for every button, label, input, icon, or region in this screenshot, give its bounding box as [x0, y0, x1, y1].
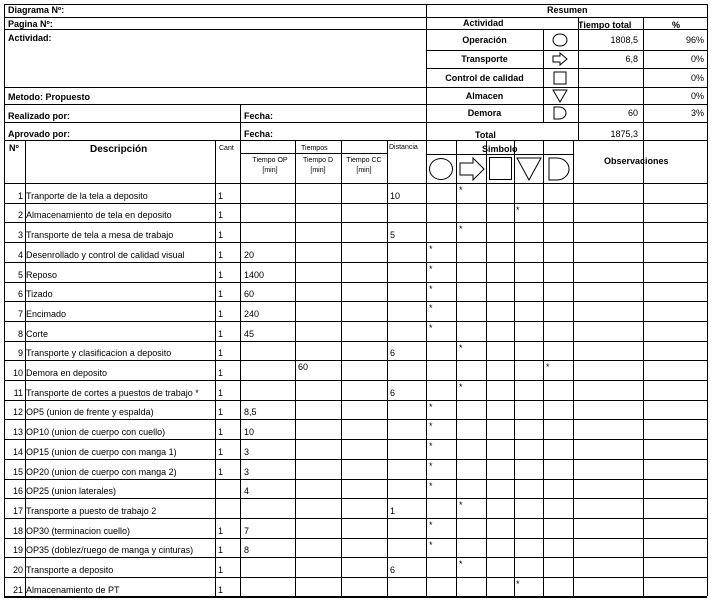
- square-icon: [552, 71, 568, 85]
- resumen-row-pct: 0%: [690, 90, 704, 101]
- row-cant: 1: [218, 309, 224, 319]
- row-number: 1: [17, 191, 23, 201]
- row-description: Desenrollado y control de calidad visual: [26, 250, 185, 260]
- resumen-total-label: Total: [475, 130, 496, 140]
- resumen-row-pct: 0%: [690, 72, 704, 83]
- grid-line: [573, 140, 574, 596]
- col-header-tiempo-op: Tiempo OP: [252, 157, 288, 164]
- row-number: 11: [13, 388, 23, 398]
- row-cant: 1: [218, 368, 224, 378]
- grid-line: [4, 321, 707, 322]
- resumen-row-label: Transporte: [461, 54, 508, 64]
- resumen-title: Resumen: [547, 5, 588, 15]
- grid-line: [514, 140, 515, 596]
- col-header-tiempo-d-unit: [min]: [310, 167, 326, 174]
- grid-line: [4, 518, 707, 519]
- grid-line: [4, 262, 707, 263]
- row-distancia: 1: [390, 506, 396, 516]
- grid-line: [240, 104, 241, 140]
- actividad-label: Actividad:: [8, 33, 52, 43]
- col-header-tiempos: Tiempos: [301, 145, 328, 152]
- row-number: 9: [17, 348, 23, 358]
- row-tiempo-op: 4: [244, 486, 250, 496]
- grid-line: [4, 538, 707, 539]
- row-symbol-mark: *: [429, 303, 433, 313]
- grid-line: [4, 498, 707, 499]
- grid-line: [486, 140, 487, 596]
- row-distancia: 6: [390, 388, 396, 398]
- col-header-tiempo-op-unit: [min]: [262, 167, 278, 174]
- row-number: 3: [17, 230, 23, 240]
- row-description: Transporte a puesto de trabajo 2: [26, 506, 157, 516]
- resumen-row-pct: 0%: [690, 54, 704, 64]
- triangle-icon: [552, 89, 568, 103]
- grid-line: [4, 87, 426, 88]
- col-header-simbolo: Simbolo: [482, 144, 518, 154]
- col-header-no: Nº: [9, 143, 19, 153]
- row-description: OP5 (union de frente y espalda): [26, 407, 154, 417]
- grid-line: [456, 140, 457, 596]
- grid-line: [4, 222, 707, 223]
- row-symbol-mark: *: [429, 421, 433, 431]
- col-header-cant: Cant: [219, 145, 234, 152]
- row-cant: 1: [218, 388, 224, 398]
- resumen-row-pct: 96%: [685, 34, 704, 45]
- grid-line: [643, 17, 644, 140]
- grid-line: [643, 140, 644, 596]
- row-symbol-mark: *: [459, 382, 463, 392]
- row-symbol-mark: *: [459, 500, 463, 510]
- grid-line: [4, 17, 426, 18]
- row-distancia: 10: [390, 191, 401, 201]
- grid-line: [426, 68, 707, 69]
- row-description: Transporte de tela a mesa de trabajo: [26, 230, 174, 240]
- row-symbol-mark: *: [459, 343, 463, 353]
- row-distancia: 5: [390, 230, 396, 240]
- row-cant: 1: [218, 289, 224, 299]
- row-description: Tizado: [26, 289, 53, 299]
- grid-line: [426, 4, 427, 140]
- d-shape-icon: [548, 157, 572, 181]
- grid-line: [4, 140, 707, 141]
- resumen-col-actividad: Actividad: [463, 18, 504, 28]
- row-description: OP10 (union de cuerpo con cuello): [26, 427, 166, 437]
- diagrama-label: Diagrama Nº:: [8, 5, 65, 15]
- row-number: 19: [12, 545, 23, 555]
- row-symbol-mark: *: [429, 481, 433, 491]
- row-cant: 1: [218, 427, 224, 437]
- grid-line: [4, 360, 707, 361]
- row-tiempo-op: 45: [244, 329, 255, 339]
- row-description: OP25 (union laterales): [26, 486, 117, 496]
- grid-line: [4, 29, 426, 30]
- row-description: Transporte de cortes a puestos de trabajo *: [26, 388, 199, 398]
- row-tiempo-op: 1400: [244, 270, 265, 280]
- row-symbol-mark: *: [429, 264, 433, 274]
- grid-line: [240, 153, 387, 154]
- row-number: 21: [12, 585, 23, 595]
- resumen-row-label: Almacen: [465, 90, 504, 101]
- resumen-total-time: 1875,3: [610, 129, 638, 139]
- row-number: 6: [17, 289, 23, 299]
- row-symbol-mark: *: [429, 244, 433, 254]
- row-description: Almacenamiento de tela en deposito: [26, 210, 172, 220]
- row-symbol-mark: *: [429, 323, 433, 333]
- row-tiempo-op: 3: [244, 447, 250, 457]
- row-cant: 1: [218, 230, 224, 240]
- row-cant: 1: [218, 447, 224, 457]
- row-symbol-mark: *: [459, 559, 463, 569]
- row-number: 13: [12, 427, 23, 437]
- row-cant: 1: [218, 191, 224, 201]
- row-description: OP35 (doblez/ruego de manga y cinturas): [26, 545, 194, 555]
- grid-line: [4, 459, 707, 460]
- row-tiempo-op: 8,5: [244, 407, 257, 417]
- grid-line: [4, 479, 707, 480]
- row-tiempo-op: 3: [244, 467, 250, 477]
- resumen-row-time: 1808,5: [610, 34, 638, 45]
- grid-line: [707, 140, 708, 596]
- row-description: OP15 (union de cuerpo con manga 1): [26, 447, 177, 457]
- resumen-col-pct: %: [672, 20, 681, 30]
- grid-line: [4, 341, 707, 342]
- row-description: OP20 (union de cuerpo con manga 2): [26, 467, 177, 477]
- row-description: Transporte a deposito: [26, 565, 114, 575]
- row-number: 15: [12, 467, 23, 477]
- grid-line: [4, 419, 707, 420]
- row-cant: 1: [218, 585, 224, 595]
- triangle-icon: [516, 157, 542, 181]
- row-description: Corte: [26, 329, 49, 339]
- grid-line: [4, 242, 707, 243]
- row-number: 4: [17, 250, 23, 260]
- row-number: 18: [12, 526, 23, 536]
- row-number: 7: [17, 309, 23, 319]
- grid-line: [4, 439, 707, 440]
- row-symbol-mark: *: [459, 185, 463, 195]
- grid-line: [543, 29, 544, 122]
- row-symbol-mark: *: [429, 520, 433, 530]
- row-number: 16: [12, 486, 23, 496]
- row-number: 20: [12, 565, 23, 575]
- square-icon: [489, 157, 512, 180]
- metodo-label: Metodo: Propuesto: [8, 92, 90, 102]
- row-tiempo-op: 60: [244, 289, 255, 299]
- pagina-label: Pagina Nº:: [8, 19, 53, 29]
- row-cant: 1: [218, 348, 224, 358]
- grid-line: [426, 140, 427, 596]
- resumen-row-time: 6,8: [625, 54, 638, 64]
- row-number: 5: [17, 270, 23, 280]
- col-header-tiempo-cc: Tiempo CC: [346, 157, 382, 164]
- grid-line: [4, 104, 426, 105]
- resumen-row-label: Control de calidad: [445, 72, 524, 83]
- resumen-row-time: 60: [627, 108, 638, 118]
- col-header-descripcion: Descripción: [90, 144, 148, 155]
- col-header-tiempo-d: Tiempo D: [302, 157, 334, 164]
- row-tiempo-op: 20: [244, 250, 255, 260]
- grid-line: [341, 140, 342, 596]
- grid-line: [426, 29, 707, 30]
- row-symbol-mark: *: [429, 441, 433, 451]
- grid-line: [426, 154, 573, 155]
- grid-line: [426, 17, 707, 18]
- row-symbol-mark: *: [429, 461, 433, 471]
- row-tiempo-op: 7: [244, 526, 250, 536]
- row-tiempo-op: 8: [244, 545, 250, 555]
- grid-line: [426, 122, 707, 123]
- realizado-label: Realizado por:: [8, 111, 71, 121]
- resumen-row-pct: 3%: [690, 108, 704, 118]
- grid-line: [426, 104, 707, 105]
- row-cant: 1: [218, 565, 224, 575]
- row-number: 8: [17, 329, 23, 339]
- col-header-tiempo-cc-unit: [min]: [356, 167, 372, 174]
- row-cant: 1: [218, 407, 224, 417]
- grid-line: [387, 140, 388, 596]
- resumen-row-label: Operación: [462, 34, 507, 45]
- d-shape-icon: [552, 106, 568, 120]
- row-symbol-mark: *: [546, 362, 550, 372]
- grid-line: [4, 282, 707, 283]
- grid-line: [4, 577, 707, 578]
- grid-line: [4, 597, 707, 598]
- row-number: 10: [12, 368, 23, 378]
- row-cant: 1: [218, 329, 224, 339]
- row-number: 17: [12, 506, 23, 516]
- row-tiempo-op: 10: [244, 427, 255, 437]
- row-tiempo-d: 60: [298, 362, 309, 372]
- row-description: OP30 (terminacion cuello): [26, 526, 131, 536]
- grid-line: [4, 183, 707, 184]
- row-description: Tranporte de la tela a deposito: [26, 191, 148, 201]
- row-cant: 1: [218, 526, 224, 536]
- grid-line: [4, 380, 707, 381]
- resumen-col-tiempo: Tiempo total: [578, 20, 632, 30]
- row-cant: 1: [218, 545, 224, 555]
- row-description: Transporte y clasificacion a deposito: [26, 348, 172, 358]
- aprovado-label: Aprovado por:: [8, 129, 70, 139]
- grid-line: [25, 140, 26, 596]
- row-number: 14: [12, 447, 23, 457]
- row-description: Demora en deposito: [26, 368, 108, 378]
- row-number: 2: [17, 210, 23, 220]
- row-description: Encimado: [26, 309, 67, 319]
- row-tiempo-op: 240: [244, 309, 260, 319]
- grid-line: [578, 17, 579, 140]
- grid-line: [4, 4, 707, 5]
- row-description: Reposo: [26, 270, 58, 280]
- row-symbol-mark: *: [516, 205, 520, 215]
- grid-line: [543, 140, 544, 596]
- col-header-distancia: Distancia: [389, 144, 418, 151]
- fecha-label-realizado: Fecha:: [244, 111, 274, 121]
- row-symbol-mark: *: [429, 540, 433, 550]
- grid-line: [240, 140, 241, 596]
- grid-line: [4, 140, 5, 596]
- fecha-label-aprovado: Fecha:: [244, 129, 274, 139]
- row-distancia: 6: [390, 565, 396, 575]
- grid-line: [4, 301, 707, 302]
- grid-line: [4, 400, 707, 401]
- grid-line: [215, 140, 216, 596]
- grid-line: [4, 122, 426, 123]
- row-symbol-mark: *: [459, 224, 463, 234]
- resumen-row-label: Demora: [467, 108, 502, 118]
- grid-line: [295, 140, 296, 596]
- circle-icon: [552, 33, 568, 47]
- row-cant: 1: [218, 250, 224, 260]
- col-header-observaciones: Observaciones: [604, 156, 669, 166]
- row-symbol-mark: *: [516, 579, 520, 589]
- row-distancia: 6: [390, 348, 396, 358]
- arrow-icon: [459, 157, 485, 181]
- row-cant: 1: [218, 467, 224, 477]
- row-symbol-mark: *: [429, 284, 433, 294]
- row-cant: 1: [218, 210, 224, 220]
- grid-line: [4, 557, 707, 558]
- grid-line: [426, 50, 707, 51]
- grid-line: [426, 87, 707, 88]
- arrow-icon: [552, 52, 568, 66]
- row-symbol-mark: *: [429, 402, 433, 412]
- row-description: Almacenamiento de PT: [26, 585, 120, 595]
- row-cant: 1: [218, 270, 224, 280]
- row-number: 12: [12, 407, 23, 417]
- circle-icon: [429, 158, 453, 180]
- grid-line: [4, 203, 707, 204]
